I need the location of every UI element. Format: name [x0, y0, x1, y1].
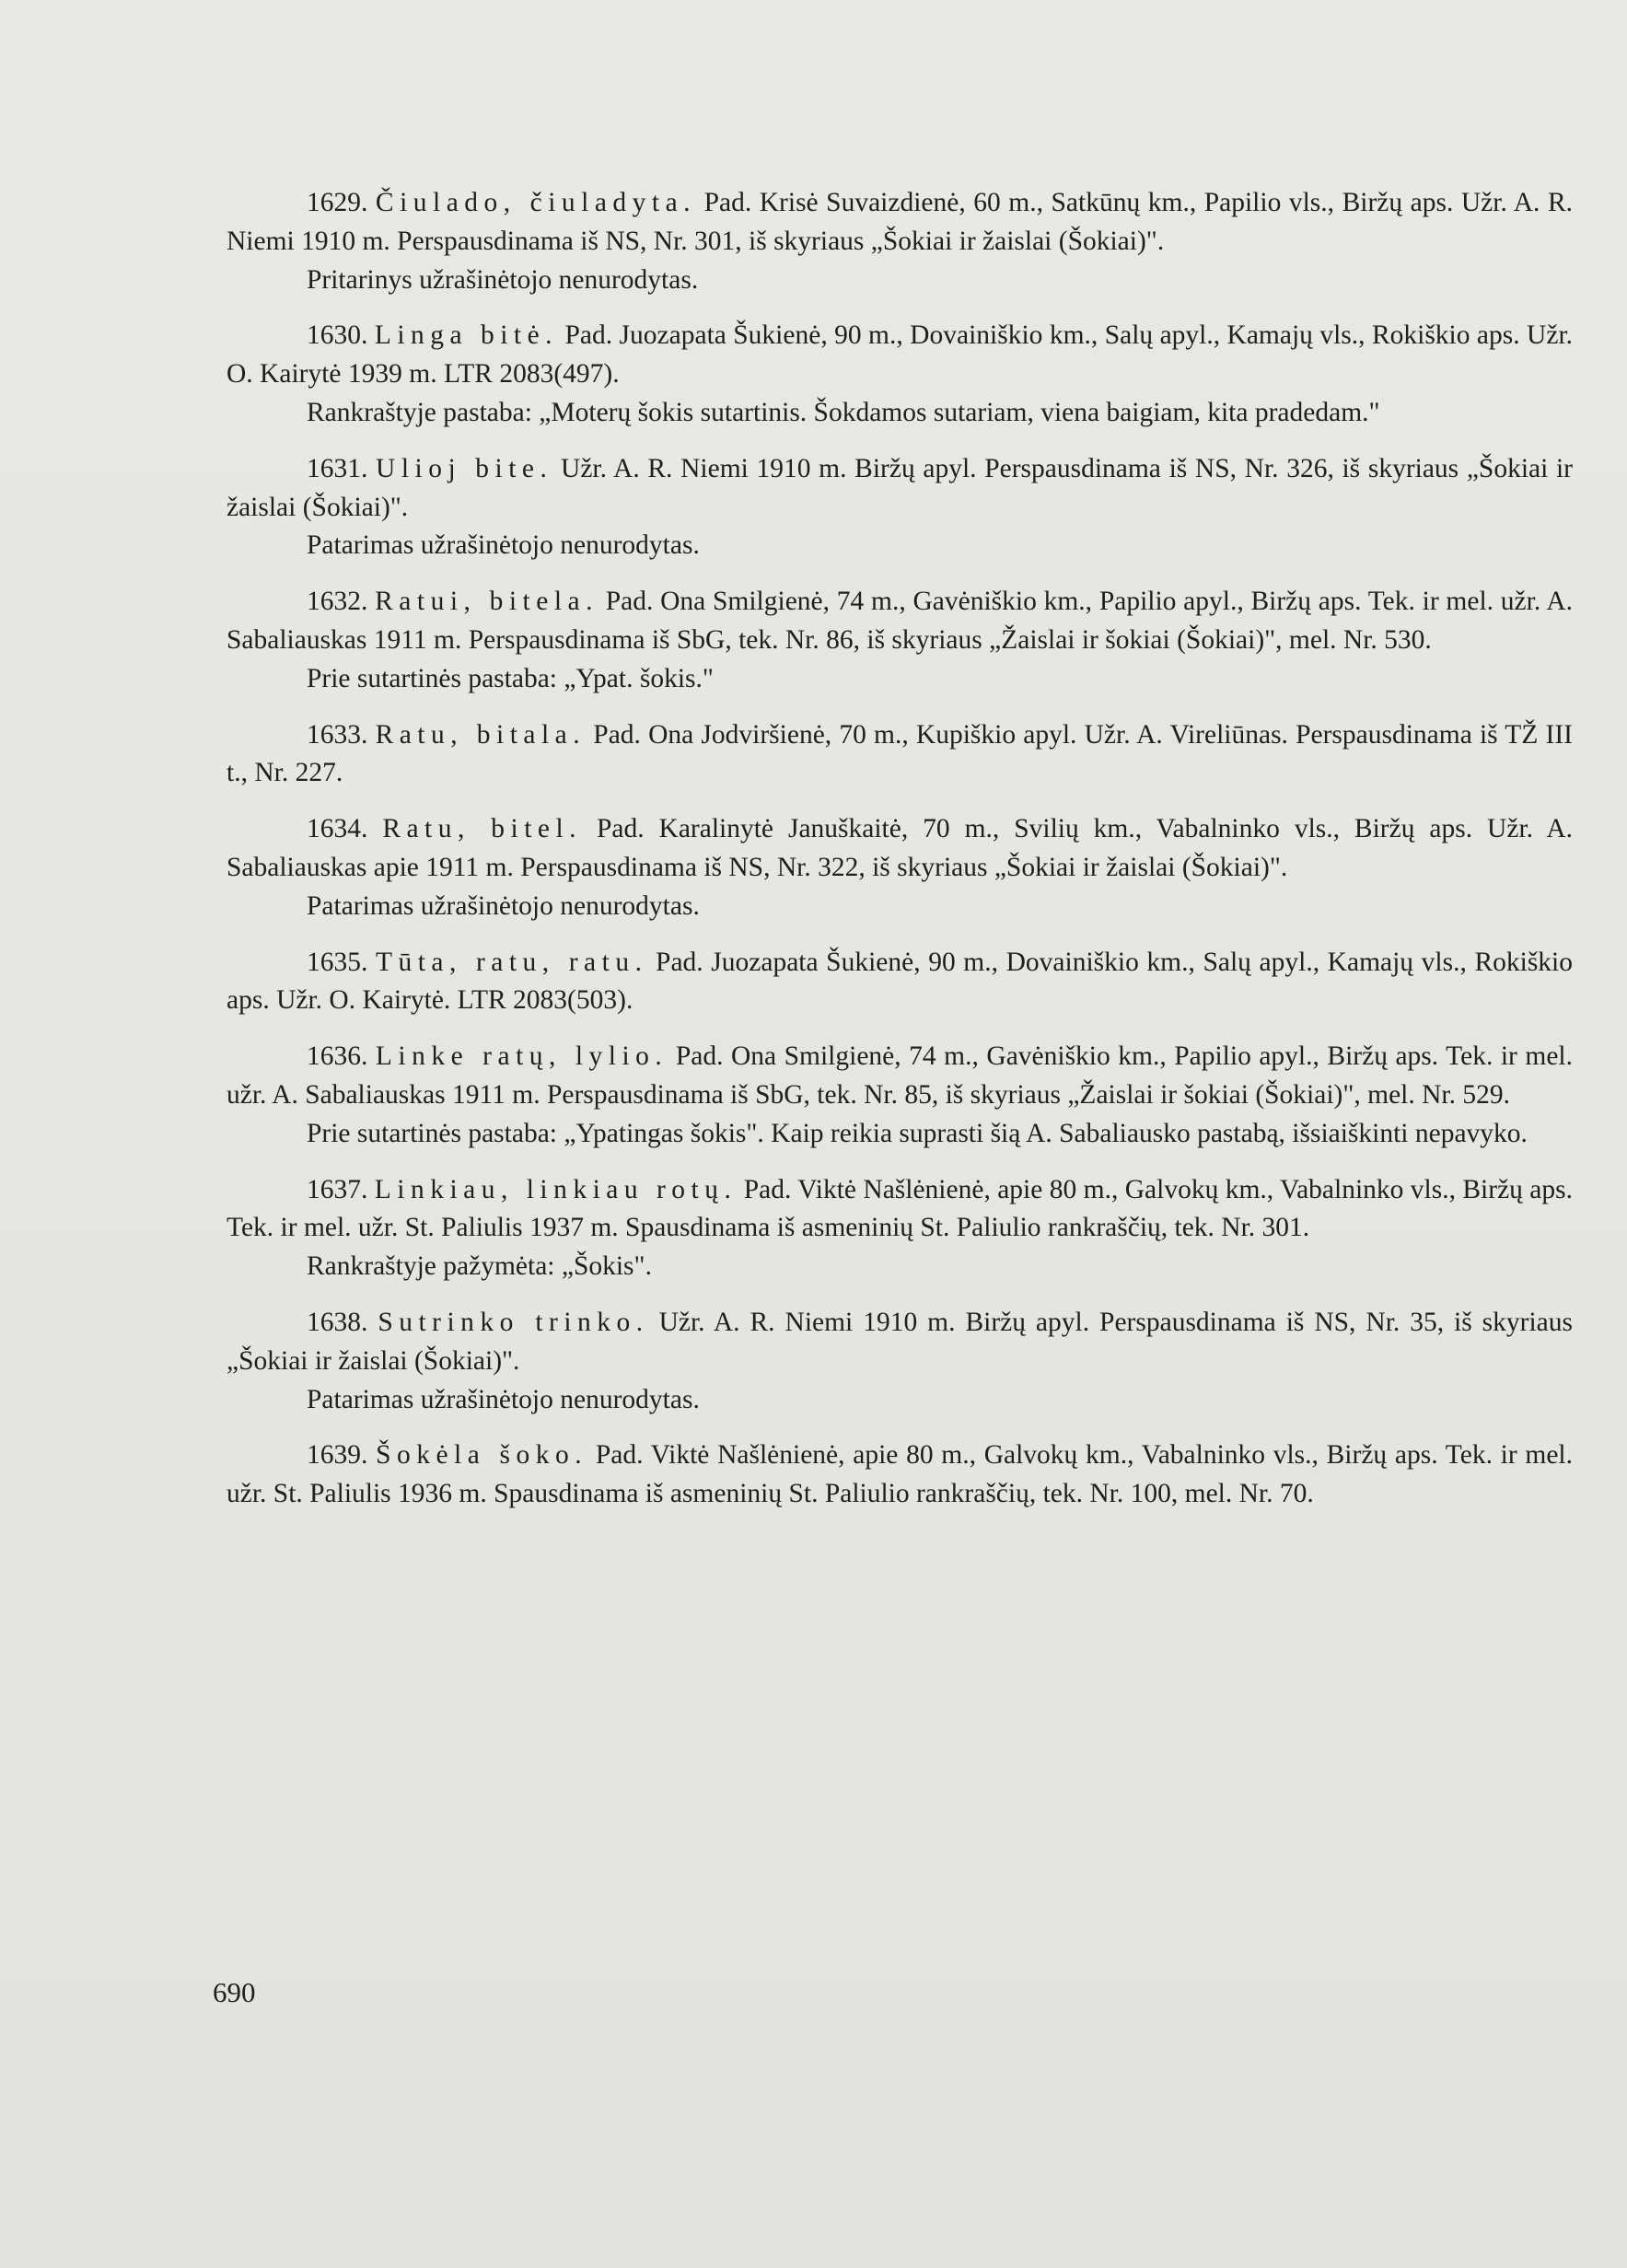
- entry-number: 1636.: [307, 1041, 368, 1072]
- entry-1632: [227, 583, 1573, 698]
- entry-number: 1638.: [307, 1307, 368, 1337]
- entry-body: Pad. Viktė Našlėnienė, apie 80 m., Galvokų km., Vabalninko vls., Biržų aps. Tek. ir mel. užr. St. Paliulis 1936 m. Spausdinama iš asmeninių St. Paliulio rankraščių, tek. Nr. 100, mel. Nr. 70.: [227, 1440, 1573, 1509]
- entry-note: Patarimas užrašinėtojo nenurodytas.: [307, 1384, 700, 1414]
- entry-main-paragraph: [227, 1038, 1573, 1115]
- entry-body: Pad. Viktė Našlėnienė, apie 80 m., Galvokų km., Vabalninko vls., Biržų aps. Tek. ir mel. užr. St. Paliulis 1937 m. Spausdinama iš asmeninių St. Paliulio rankraščių, tek. Nr. 301.: [227, 1174, 1574, 1243]
- entry-1639: [227, 1436, 1573, 1514]
- entry-body: Pad. Ona Smilgienė, 74 m., Gavėniškio km., Papilio apyl., Biržų aps. Tek. ir mel. užr. A. Sabaliauskas 1911 m. Perspausdinama iš SbG, tek. Nr. 85, iš skyriaus „Žaislai ir šokiai (Šokiai)", mel. Nr. 529.: [227, 1041, 1573, 1110]
- entry-note: Prie sutartinės pastaba: „Ypat. šokis.": [307, 663, 714, 693]
- entry-1636: [227, 1038, 1573, 1153]
- entry-title: Tūta, ratu, ratu.: [375, 947, 648, 977]
- entry-number: 1631.: [307, 453, 368, 483]
- entry-body: Užr. A. R. Niemi 1910 m. Biržų apyl. Perspausdinama iš NS, Nr. 326, iš skyriaus „Šokiai ir žaislai (Šokiai)".: [227, 453, 1573, 522]
- entry-title: Šokėla šoko.: [376, 1440, 588, 1471]
- entry-title: Ratu, bitala.: [375, 719, 587, 750]
- entry-main-paragraph: [227, 944, 1573, 1021]
- entry-body: Pad. Ona Jodviršienė, 70 m., Kupiškio apyl. Užr. A. Vireliūnas. Perspausdinama iš TŽ III t., Nr. 227.: [227, 719, 1574, 788]
- entry-1634: [227, 810, 1573, 925]
- entry-main-paragraph: [227, 317, 1573, 394]
- entry-title: Sutrinko trinko.: [378, 1307, 649, 1337]
- entry-main-paragraph: [227, 810, 1573, 888]
- entry-main-paragraph: [227, 1436, 1573, 1514]
- entry-main-paragraph: [227, 450, 1573, 528]
- entry-main-paragraph: [227, 184, 1573, 262]
- entry-note: Rankraštyje pažymėta: „Šokis".: [307, 1251, 652, 1282]
- entry-note: Rankraštyje pastaba: „Moterų šokis sutartinis. Šokdamos sutariam, viena baigiam, kita pradedam.": [307, 397, 1380, 427]
- entry-number: 1633.: [307, 719, 368, 750]
- entry-note: Pritarinys užrašinėtojo nenurodytas.: [307, 264, 699, 295]
- entry-1635: [227, 944, 1573, 1021]
- entry-number: 1630.: [307, 320, 368, 351]
- entry-1633: [227, 716, 1573, 794]
- entry-number: 1632.: [307, 587, 368, 617]
- entry-body: Pad. Ona Smilgienė, 74 m., Gavėniškio km., Papilio apyl., Biržų aps. Tek. ir mel. užr. A. Sabaliauskas 1911 m. Perspausdinama iš SbG, tek. Nr. 86, iš skyriaus „Žaislai ir šokiai (Šokiai)", mel. Nr. 530.: [227, 587, 1574, 655]
- entry-number: 1635.: [307, 947, 368, 977]
- entry-1630: [227, 317, 1573, 432]
- entry-body: Užr. A. R. Niemi 1910 m. Biržų apyl. Perspausdinama iš NS, Nr. 35, iš skyriaus „Šokiai ir žaislai (Šokiai)".: [227, 1307, 1574, 1376]
- entry-1629: [227, 184, 1573, 299]
- entry-number: 1634.: [307, 814, 368, 844]
- entry-body: Pad. Juozapata Šukienė, 90 m., Dovainiškio km., Salų apyl., Kamajų vls., Rokiškio aps. Užr. O. Kairytė 1939 m. LTR 2083(497).: [227, 320, 1574, 390]
- page-number: 690: [213, 1976, 256, 2008]
- entry-number: 1629.: [307, 188, 368, 217]
- entry-main-paragraph: [227, 583, 1573, 660]
- entry-title: Linga bitė.: [374, 320, 559, 351]
- entry-1637: [227, 1171, 1573, 1286]
- entry-1631: [227, 450, 1573, 565]
- entry-note: Patarimas užrašinėtojo nenurodytas.: [307, 890, 700, 921]
- entry-note: Prie sutartinės pastaba: „Ypatingas šokis". Kaip reikia suprasti šią A. Sabaliausko pastabą, išsiaiškinti nepavyko.: [307, 1118, 1528, 1148]
- entry-body: Pad. Karalinytė Januškaitė, 70 m., Svilių km., Vabalninko vls., Biržų aps. Užr. A. Sabaliauskas apie 1911 m. Perspausdinama iš NS, Nr. 322, iš skyriaus „Šokiai ir žaislai (Šokiai)".: [227, 814, 1573, 882]
- entry-title: Čiulado, čiuladyta.: [375, 188, 697, 217]
- entry-body: Pad. Juozapata Šukienė, 90 m., Dovainiškio km., Salų apyl., Kamajų vls., Rokiškio aps. Užr. O. Kairytė. LTR 2083(503).: [227, 947, 1573, 1016]
- entry-title: Linke ratų, lylio.: [375, 1041, 668, 1072]
- entry-title: Ratu, bitel.: [382, 814, 583, 844]
- entry-body: Pad. Krisė Suvaizdienė, 60 m., Satkūnų km., Papilio vls., Biržų aps. Užr. A. R. Niemi 1910 m. Perspausdinama iš NS, Nr. 301, iš skyriaus „Šokiai ir žaislai (Šokiai)".: [227, 188, 1574, 256]
- entry-1638: [227, 1304, 1573, 1419]
- entry-number: 1637.: [307, 1174, 368, 1204]
- entry-main-paragraph: [227, 1171, 1573, 1249]
- entry-main-paragraph: [227, 1304, 1573, 1381]
- entry-title: Linkiau, linkiau rotų.: [374, 1174, 738, 1204]
- entry-title: Ratui, bitela.: [375, 587, 599, 617]
- entries-list: [227, 184, 1573, 1531]
- entry-main-paragraph: [227, 716, 1573, 794]
- entry-number: 1639.: [307, 1440, 368, 1471]
- entry-note: Patarimas užrašinėtojo nenurodytas.: [307, 530, 700, 561]
- entry-title: Ulioj bite.: [376, 453, 553, 483]
